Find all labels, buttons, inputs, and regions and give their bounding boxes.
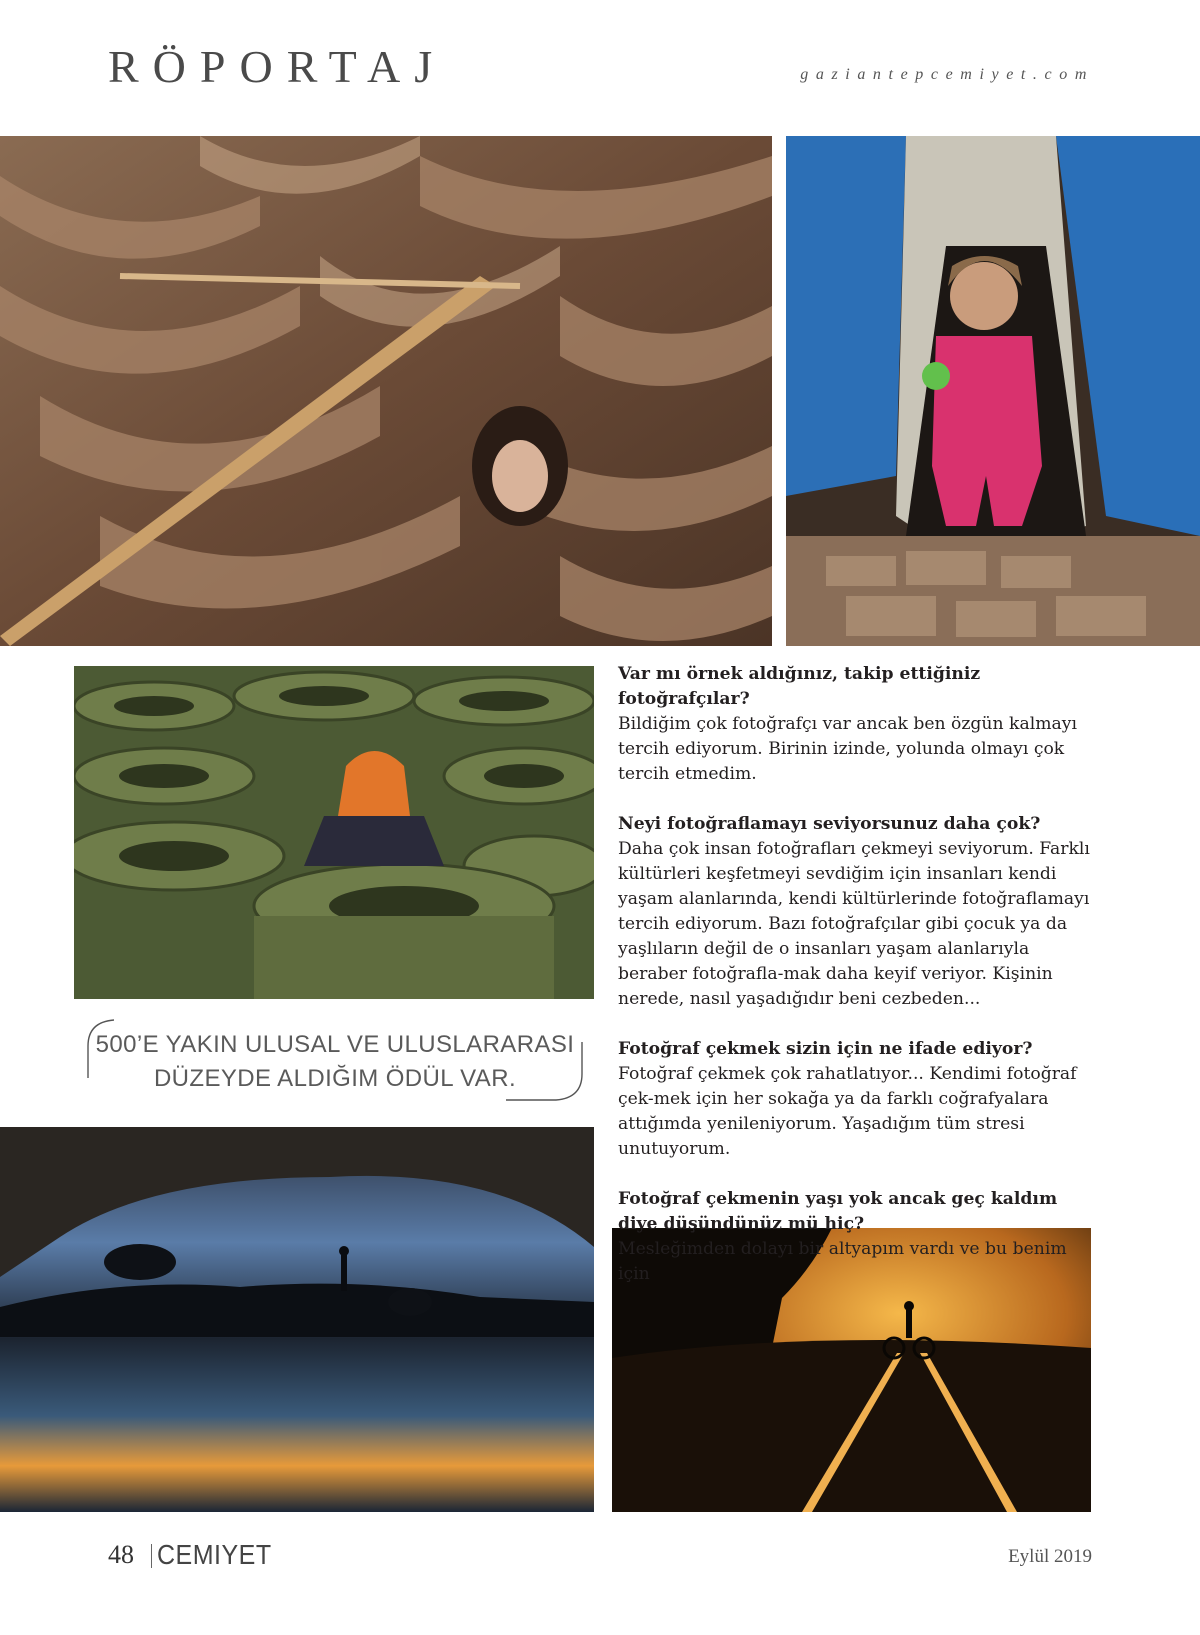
photo-icon [786, 136, 1200, 646]
soap-stacks-photo [74, 666, 594, 999]
footer-divider [151, 1544, 152, 1568]
pull-quote-line1: 500’E YAKIN ULUSAL VE ULUSLARARASI [95, 1031, 575, 1058]
issue-date: Eylül 2019 [1008, 1546, 1092, 1567]
photo-icon [0, 136, 772, 646]
qa-block [618, 1037, 1094, 1162]
answer: Daha çok insan fotoğrafları çekmeyi seviyorum. Farklı kültürleri keşfetmeyi sevdiğim için insanları kendi yaşam alanlarında, kendi kültürlerinde fotoğraflamayı tercih ediyorum. Bazı fotoğrafçılar gibi çocuk ya da yaşlıların değil de o insanları yaşam alanlarıyla beraber fotoğrafla-mak daha keyif veriyor. Kişinin nerede, nasıl yaşadığıdır beni cezbeden... [618, 839, 1090, 1009]
qa-block [618, 812, 1094, 1012]
qa-block [618, 662, 1094, 787]
question: Var mı örnek aldığınız, takip ettiğiniz fotoğrafçılar? [618, 664, 981, 709]
question: Fotoğraf çekmek sizin için ne ifade ediyor? [618, 1039, 1033, 1059]
question: Neyi fotoğraflamayı seviyorsunuz daha çok? [618, 814, 1041, 834]
cave-reflection-photo [0, 1127, 594, 1512]
pull-quote [86, 1018, 584, 1102]
qa-block [618, 1187, 1094, 1287]
photo-icon [0, 1127, 594, 1512]
answer: Fotoğraf çekmek çok rahatlatıyor... Kendimi fotoğraf çek-mek için her sokağa ya da farklı coğrafyalara attığımda yenileniyorum. Yaşadığım tüm stresi unutuyorum. [618, 1064, 1077, 1159]
girl-tent-photo [786, 136, 1200, 646]
question: Fotoğraf çekmenin yaşı yok ancak geç kaldım diye düşündünüz mü hiç? [618, 1189, 1058, 1234]
answer: Mesleğimden dolayı bir altyapım vardı ve bu benim için [618, 1239, 1067, 1284]
site-url: gaziantepcemiyet.com [800, 66, 1094, 83]
interview-text [618, 662, 1094, 1312]
section-title: RÖPORTAJ [108, 41, 447, 92]
magazine-name: CEMIYET [157, 1540, 272, 1571]
answer: Bildiğim çok fotoğrafçı var ancak ben özgün kalmayı tercih ediyorum. Birinin izinde, yolunda olmayı çok tercih etmedim. [618, 714, 1077, 784]
leather-drying-photo [0, 136, 772, 646]
pull-quote-line2: DÜZEYDE ALDIĞIM ÖDÜL VAR. [153, 1065, 517, 1092]
photo-icon [74, 666, 594, 999]
page-number: 48 [108, 1540, 134, 1569]
